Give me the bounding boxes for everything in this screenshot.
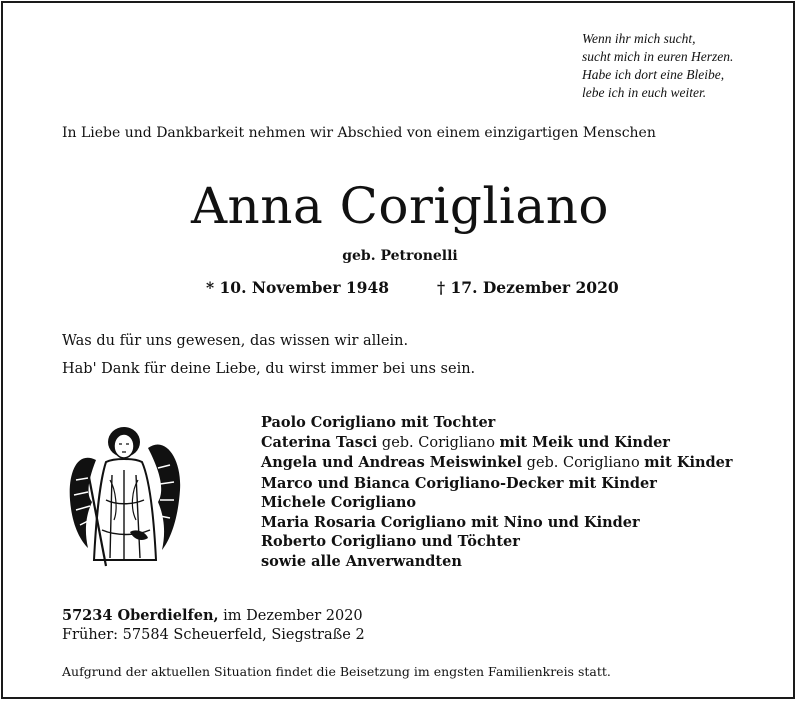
mourner-line: Paolo Corigliano mit Tochter bbox=[261, 414, 496, 431]
mourner-line bbox=[261, 453, 733, 474]
mourner-note: geb. Corigliano bbox=[377, 434, 500, 451]
mourner-line bbox=[261, 433, 733, 454]
place-date: im Dezember 2020 bbox=[218, 608, 363, 624]
deceased-name: Anna Corigliano bbox=[190, 177, 610, 235]
mourner-line: Marco und Bianca Corigliano-Decker mit Kinder bbox=[261, 474, 657, 492]
mourner-line: Maria Rosaria Corigliano mit Nino und Kinder bbox=[261, 513, 640, 531]
mourner-name: Caterina Tasci bbox=[261, 433, 378, 451]
maiden-name: geb. Petronelli bbox=[342, 248, 458, 264]
poem bbox=[582, 30, 733, 102]
former-address: Früher: 57584 Scheuerfeld, Siegstraße 2 bbox=[62, 627, 365, 643]
poem-line: Habe ich dort eine Bleibe, bbox=[582, 67, 725, 82]
poem-line: Wenn ihr mich sucht, bbox=[582, 31, 696, 46]
intro-text: In Liebe und Dankbarkeit nehmen wir Abschied von einem einzigartigen Menschen bbox=[62, 125, 656, 141]
mourner-suffix: mit Kinder bbox=[644, 454, 733, 471]
poem-line: sucht mich in euren Herzen. bbox=[582, 49, 734, 64]
birth-date: * 10. November 1948 bbox=[206, 278, 390, 297]
place-line bbox=[62, 606, 365, 626]
angel-icon bbox=[66, 420, 184, 568]
burial-note: Aufgrund der aktuellen Situation findet die Beisetzung im engsten Familienkreis statt. bbox=[62, 664, 611, 679]
mourner-line: Roberto Corigliano und Töchter bbox=[261, 533, 520, 550]
poem-line: lebe ich in euch weiter. bbox=[582, 85, 707, 100]
verse-line: Was du für uns gewesen, das wissen wir allein. bbox=[62, 333, 409, 349]
mourner-line: sowie alle Anverwandten bbox=[261, 552, 462, 570]
mourner-name: Angela und Andreas Meiswinkel bbox=[261, 454, 523, 471]
mourner-line: Michele Corigliano bbox=[261, 494, 417, 511]
mourner-suffix: mit Meik und Kinder bbox=[499, 433, 670, 451]
place-block bbox=[62, 606, 365, 645]
death-date: † 17. Dezember 2020 bbox=[437, 278, 619, 297]
place-city: 57234 Oberdielfen, bbox=[62, 607, 219, 624]
verse bbox=[62, 327, 475, 383]
mourner-note: geb. Corigliano bbox=[522, 455, 645, 471]
mourners-list bbox=[261, 413, 733, 571]
verse-line: Hab' Dank für deine Liebe, du wirst immer bei uns sein. bbox=[62, 361, 476, 377]
